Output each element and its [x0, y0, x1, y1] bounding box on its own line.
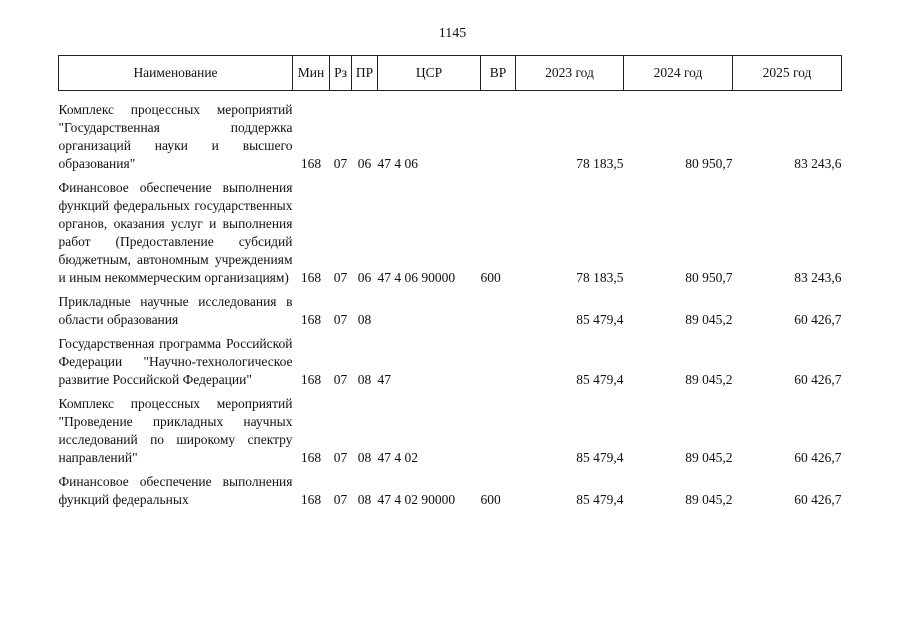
row-pr: 06	[357, 156, 372, 171]
row-csr: 47 4 02 90000	[377, 492, 456, 507]
table-row	[59, 101, 842, 179]
header-2024: 2024 год	[624, 56, 733, 91]
row-name: Комплекс процессных мероприятий "Государственная поддержка организаций науки и высшего образования"	[58, 102, 293, 171]
row-value-2024: 89 045,2	[685, 312, 733, 327]
row-csr	[378, 293, 481, 335]
row-min: 168	[300, 450, 322, 465]
header-min: Мин	[293, 56, 330, 91]
header-vr: ВР	[481, 56, 516, 91]
row-rz: 07	[333, 312, 348, 327]
table-row	[59, 293, 842, 335]
row-value-2023: 85 479,4	[576, 450, 624, 465]
row-csr: 47 4 02	[377, 450, 418, 465]
header-rz: Рз	[330, 56, 352, 91]
row-min: 168	[300, 312, 322, 327]
row-vr	[481, 395, 516, 473]
row-min: 168	[300, 492, 322, 507]
row-value-2023: 78 183,5	[576, 156, 624, 171]
row-pr: 08	[357, 450, 372, 465]
header-name: Наименование	[59, 56, 293, 91]
row-value-2024: 80 950,7	[685, 270, 733, 285]
row-min: 168	[300, 372, 322, 387]
row-vr: 600	[480, 270, 501, 285]
row-value-2025: 83 243,6	[794, 270, 842, 285]
budget-table	[58, 55, 842, 515]
row-value-2025: 83 243,6	[794, 156, 842, 171]
row-value-2025: 60 426,7	[794, 372, 842, 387]
table-row	[59, 395, 842, 473]
row-rz: 07	[333, 450, 348, 465]
row-csr: 47 4 06 90000	[377, 270, 456, 285]
table-row	[59, 473, 842, 515]
row-vr	[481, 101, 516, 179]
row-vr	[481, 335, 516, 395]
row-pr: 08	[357, 312, 372, 327]
page-number: 1145	[438, 26, 467, 41]
row-vr: 600	[480, 492, 501, 507]
header-csr: ЦСР	[378, 56, 481, 91]
row-value-2024: 89 045,2	[685, 372, 733, 387]
row-pr: 08	[357, 372, 372, 387]
row-pr: 08	[357, 492, 372, 507]
row-value-2025: 60 426,7	[794, 450, 842, 465]
row-name: Финансовое обеспечение выполнения функций федеральных государственных органов, оказания услуг и выполнения работ (Предоставление субсидий бюджетным, автономным учреждениям и иным некоммерческим организациям)	[58, 180, 293, 285]
header-2023: 2023 год	[516, 56, 624, 91]
row-rz: 07	[333, 156, 348, 171]
row-value-2025: 60 426,7	[794, 492, 842, 507]
row-rz: 07	[333, 372, 348, 387]
spacer-row	[59, 91, 842, 102]
header-2025: 2025 год	[733, 56, 842, 91]
header-row	[59, 56, 842, 91]
row-name: Финансовое обеспечение выполнения функций федеральных	[58, 474, 293, 507]
row-value-2024: 89 045,2	[685, 492, 733, 507]
row-name: Государственная программа Российской Федерации "Научно-технологическое развитие Российской Федерации"	[58, 336, 293, 387]
row-value-2024: 80 950,7	[685, 156, 733, 171]
row-value-2025: 60 426,7	[794, 312, 842, 327]
row-csr: 47 4 06	[377, 156, 418, 171]
row-name: Комплекс процессных мероприятий "Проведение прикладных научных исследований по широкому спектру направлений"	[58, 396, 293, 465]
row-csr: 47	[377, 372, 391, 387]
header-pr: ПР	[352, 56, 378, 91]
row-name: Прикладные научные исследования в области образования	[58, 294, 293, 327]
row-rz: 07	[333, 270, 348, 285]
table-row	[59, 179, 842, 293]
table-body	[59, 91, 842, 516]
row-value-2023: 85 479,4	[576, 372, 624, 387]
row-vr	[481, 293, 516, 335]
row-value-2023: 78 183,5	[576, 270, 624, 285]
row-pr: 06	[357, 270, 372, 285]
row-value-2023: 85 479,4	[576, 312, 624, 327]
table-row	[59, 335, 842, 395]
row-min: 168	[300, 270, 322, 285]
row-value-2024: 89 045,2	[685, 450, 733, 465]
row-value-2023: 85 479,4	[576, 492, 624, 507]
row-min: 168	[300, 156, 322, 171]
row-rz: 07	[333, 492, 348, 507]
